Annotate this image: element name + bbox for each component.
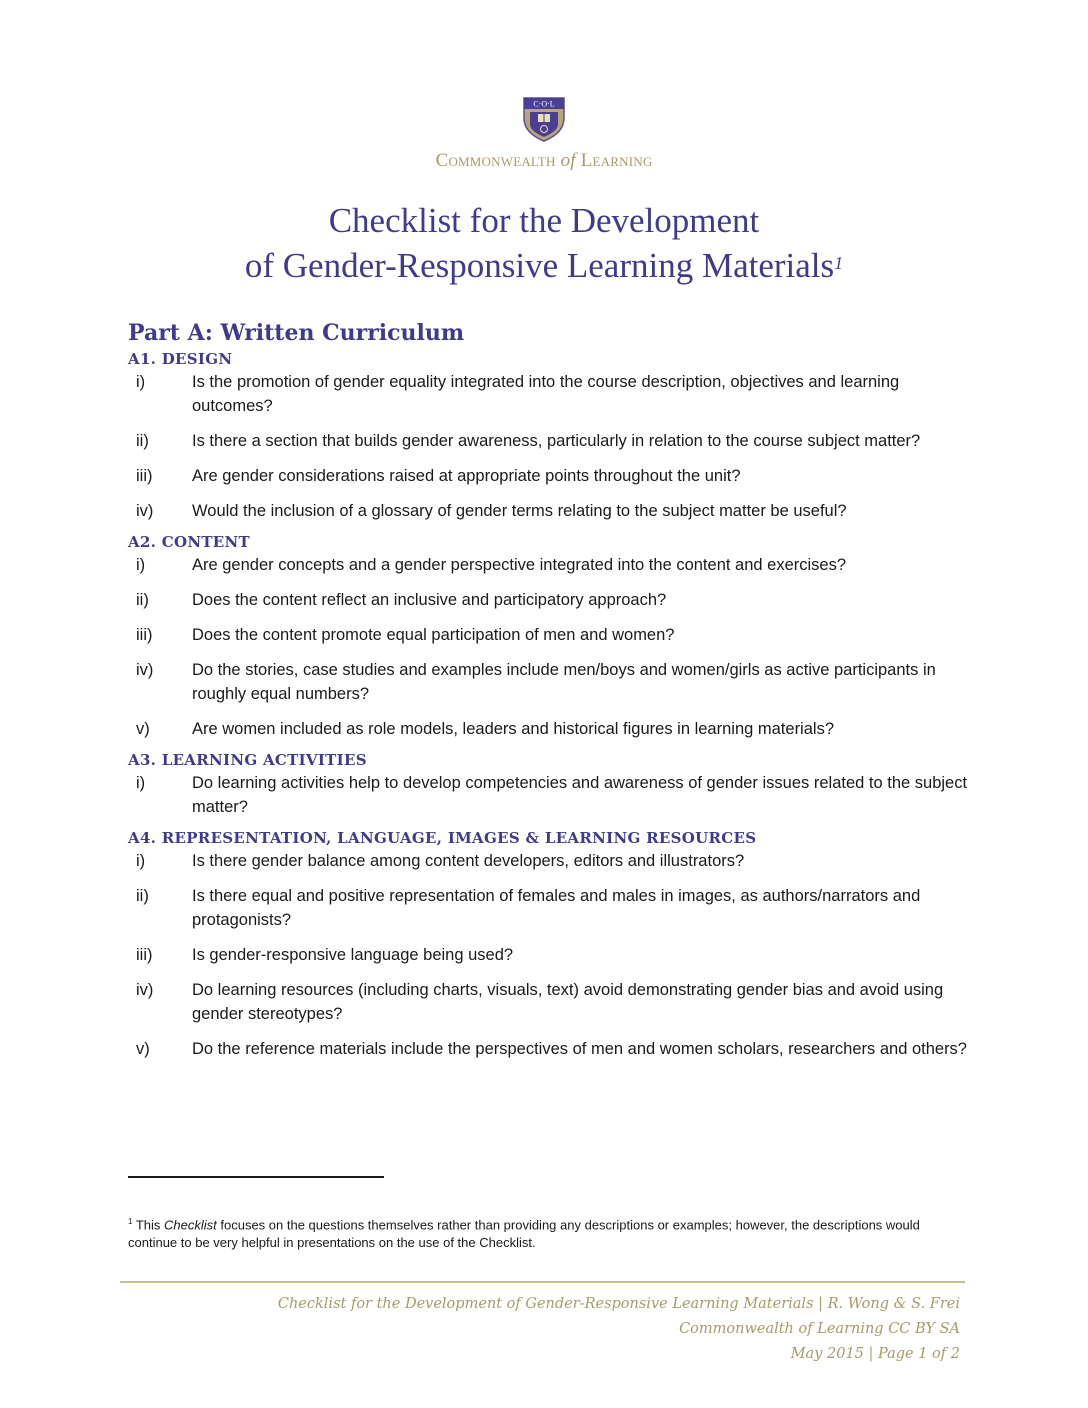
question-list bbox=[128, 370, 968, 523]
question-number: iii) bbox=[136, 626, 153, 644]
checklist-content bbox=[128, 318, 968, 1069]
title-line-2 bbox=[0, 243, 1088, 288]
question-item bbox=[128, 658, 968, 706]
question-number-cell bbox=[128, 717, 192, 741]
question-number-cell bbox=[128, 943, 192, 967]
footnote-divider bbox=[128, 1176, 384, 1178]
question-item bbox=[128, 884, 968, 932]
question-number-cell bbox=[128, 429, 192, 453]
question-number-cell bbox=[128, 499, 192, 523]
question-item bbox=[128, 1037, 968, 1061]
question-number: v) bbox=[136, 720, 150, 738]
question-text: Are gender concepts and a gender perspective integrated into the content and exercises? bbox=[192, 556, 847, 574]
checklist-section bbox=[128, 531, 968, 741]
section-heading: A4. REPRESENTATION, LANGUAGE, IMAGES & LEARNING RESOURCES bbox=[128, 829, 757, 847]
question-item bbox=[128, 499, 968, 523]
question-item bbox=[128, 771, 968, 819]
question-item bbox=[128, 429, 968, 453]
question-item bbox=[128, 553, 968, 577]
footnote-lead: This bbox=[132, 1217, 165, 1233]
question-number: i) bbox=[136, 852, 146, 870]
question-text: Do learning activities help to develop competencies and awareness of gender issues related to the subject matter? bbox=[192, 774, 968, 816]
question-text: Is gender-responsive language being used? bbox=[192, 946, 514, 964]
title-line-1: Checklist for the Development bbox=[328, 201, 760, 240]
svg-text:C·O·L: C·O·L bbox=[533, 99, 555, 109]
footnote bbox=[128, 1213, 968, 1252]
org-name-of: of bbox=[560, 150, 576, 171]
footnote-emphasis: Checklist bbox=[164, 1217, 217, 1233]
page-footer bbox=[278, 1292, 960, 1367]
question-number-cell bbox=[128, 884, 192, 932]
question-item bbox=[128, 588, 968, 612]
footnote-mark: 1 bbox=[128, 1217, 133, 1226]
org-name bbox=[0, 150, 1088, 172]
footnote-rest: focuses on the questions themselves rather than providing any descriptions or examples; however, the descriptions would continue to be very helpful in presentations on the use of the Checklist. bbox=[128, 1217, 920, 1251]
question-text: Is there gender balance among content developers, editors and illustrators? bbox=[192, 852, 745, 870]
checklist-section bbox=[128, 827, 968, 1061]
question-number-cell bbox=[128, 588, 192, 612]
question-number: iv) bbox=[136, 981, 154, 999]
question-list bbox=[128, 771, 968, 819]
footer-line-2: Commonwealth of Learning CC BY SA bbox=[679, 1321, 960, 1337]
question-text: Do the reference materials include the perspectives of men and women scholars, researchers and others? bbox=[192, 1040, 967, 1058]
section-heading: A1. DESIGN bbox=[128, 350, 233, 368]
question-number-cell bbox=[128, 849, 192, 873]
question-number: i) bbox=[136, 373, 146, 391]
footer-divider bbox=[120, 1281, 965, 1283]
question-item bbox=[128, 623, 968, 647]
question-item bbox=[128, 464, 968, 488]
section-heading: A2. CONTENT bbox=[128, 533, 251, 551]
question-item bbox=[128, 370, 968, 418]
question-number: ii) bbox=[136, 432, 149, 450]
question-number: iii) bbox=[136, 467, 153, 485]
question-text: Are gender considerations raised at appropriate points throughout the unit? bbox=[192, 467, 741, 485]
col-shield-icon bbox=[522, 96, 566, 142]
section-heading: A3. LEARNING ACTIVITIES bbox=[128, 751, 367, 769]
sections-container bbox=[128, 348, 968, 1061]
question-number: iv) bbox=[136, 502, 154, 520]
question-text: Do the stories, case studies and examples include men/boys and women/girls as active participants in roughly equal numbers? bbox=[192, 661, 936, 703]
document-title bbox=[0, 198, 1088, 288]
question-number-cell bbox=[128, 978, 192, 1026]
question-number: iii) bbox=[136, 946, 153, 964]
question-item bbox=[128, 717, 968, 741]
question-number-cell bbox=[128, 1037, 192, 1061]
question-number-cell bbox=[128, 771, 192, 819]
title-line-2-text: of Gender-Responsive Learning Materials bbox=[244, 246, 835, 285]
question-number: v) bbox=[136, 1040, 150, 1058]
footer-line-1: Checklist for the Development of Gender-Responsive Learning Materials | R. Wong & S. Frei bbox=[277, 1296, 960, 1312]
question-item bbox=[128, 978, 968, 1026]
question-text: Is there a section that builds gender awareness, particularly in relation to the course subject matter? bbox=[192, 432, 921, 450]
col-logo bbox=[0, 96, 1088, 172]
question-list bbox=[128, 553, 968, 741]
question-number-cell bbox=[128, 658, 192, 706]
question-number-cell bbox=[128, 464, 192, 488]
question-number-cell bbox=[128, 553, 192, 577]
question-number: i) bbox=[136, 774, 146, 792]
question-item bbox=[128, 849, 968, 873]
question-text: Is there equal and positive representation of females and males in images, as authors/narrators and protagonists? bbox=[192, 887, 921, 929]
checklist-section bbox=[128, 749, 968, 819]
title-footnote-mark: 1 bbox=[834, 253, 844, 273]
part-a-title: Part A: Written Curriculum bbox=[128, 320, 465, 346]
question-text: Do learning resources (including charts, visuals, text) avoid demonstrating gender bias and avoid using gender stereotypes? bbox=[192, 981, 944, 1023]
question-text: Does the content promote equal participation of men and women? bbox=[192, 626, 675, 644]
question-number: ii) bbox=[136, 591, 149, 609]
question-text: Would the inclusion of a glossary of gender terms relating to the subject matter be useful? bbox=[192, 502, 847, 520]
footer-line-3: May 2015 | Page 1 of 2 bbox=[790, 1346, 960, 1362]
org-name-part2: Learning bbox=[580, 150, 653, 171]
question-number: i) bbox=[136, 556, 146, 574]
org-name-part1: Commonwealth bbox=[435, 150, 556, 171]
question-number-cell bbox=[128, 370, 192, 418]
question-text: Is the promotion of gender equality integrated into the course description, objectives and learning outcomes? bbox=[192, 373, 900, 415]
question-number: ii) bbox=[136, 887, 149, 905]
question-text: Does the content reflect an inclusive and participatory approach? bbox=[192, 591, 667, 609]
question-item bbox=[128, 943, 968, 967]
question-list bbox=[128, 849, 968, 1061]
question-text: Are women included as role models, leaders and historical figures in learning materials? bbox=[192, 720, 834, 738]
question-number-cell bbox=[128, 623, 192, 647]
question-number: iv) bbox=[136, 661, 154, 679]
checklist-section bbox=[128, 348, 968, 523]
